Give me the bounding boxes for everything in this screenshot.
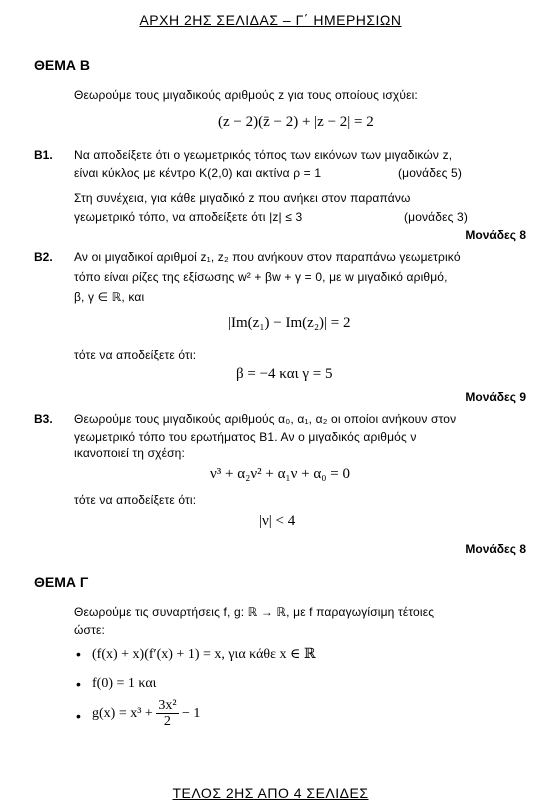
b3-result: |ν| < 4: [259, 513, 296, 529]
bullet-icon: •: [76, 708, 81, 724]
b1-label: Β1.: [34, 148, 53, 162]
theme-g-bullet2: f(0) = 1 και: [92, 676, 157, 691]
theme-g-bullet3: [92, 698, 200, 730]
theme-g-line2: ώστε:: [74, 623, 105, 637]
b3-line1: Θεωρούμε τους μιγαδικούς αριθμούς α₀, α₁, α₂ οι οποίοι ανήκουν στον: [74, 412, 457, 426]
b1-line1: Να αποδείξετε ότι ο γεωμετρικός τόπος των εικόνων των μιγαδικών z,: [74, 148, 453, 162]
theme-b-intro: Θεωρούμε τους μιγαδικούς αριθμούς z για τους οποίους ισχύει:: [74, 88, 418, 102]
b1-marks2: (μονάδες 3): [404, 210, 468, 224]
b1-marks1: (μονάδες 5): [398, 166, 462, 180]
b3-equation: ν³ + α₂ν² + α₁ν + α₀ = 0: [210, 466, 350, 482]
b1-line3: Στη συνέχεια, για κάθε μιγαδικό z που ανήκει στον παραπάνω: [74, 191, 411, 205]
bullet3-numerator: 3x²: [158, 698, 177, 713]
theme-b-main-equation: (z − 2)(z̄ − 2) + |z − 2| = 2: [218, 114, 374, 130]
b2-line3: β, γ ∈ ℝ, και: [74, 290, 145, 304]
b2-line4: τότε να αποδείξετε ότι:: [74, 348, 197, 362]
theme-g-title: ΘΕΜΑ Γ: [34, 574, 89, 590]
b2-label: Β2.: [34, 250, 53, 264]
bullet3-lhs: g(x) = x³ +: [92, 705, 153, 721]
bullet3-rhs: − 1: [182, 705, 201, 721]
b3-line3: ικανοποιεί τη σχέση:: [74, 446, 185, 460]
bullet-icon: •: [76, 646, 81, 662]
b1-line4: γεωμετρικό τόπο, να αποδείξετε ότι |z| ≤ 3: [74, 210, 303, 224]
bullet3-denominator: 2: [163, 714, 171, 730]
b2-equation: |Im(z₁) − Im(z₂)| = 2: [228, 315, 351, 331]
b3-line4: τότε να αποδείξετε ότι:: [74, 493, 197, 507]
b3-total-marks: Μονάδες 8: [465, 542, 526, 556]
bullet-icon: •: [76, 676, 81, 692]
b2-result: β = −4 και γ = 5: [236, 366, 333, 382]
b2-line2: τόπο είναι ρίζες της εξίσωσης w² + βw + γ = 0, με w μιγαδικό αριθμό,: [74, 270, 448, 284]
b1-total-marks: Μονάδες 8: [465, 228, 526, 242]
b3-line2: γεωμετρικό τόπο του ερωτήματος Β1. Αν ο μιγαδικός αριθμός ν: [74, 430, 417, 444]
b2-total-marks: Μονάδες 9: [465, 390, 526, 404]
theme-g-bullet1: (f(x) + x)(f′(x) + 1) = x, για κάθε x ∈ ℝ: [92, 647, 316, 662]
theme-g-line1: Θεωρούμε τις συναρτήσεις f, g: ℝ → ℝ, με f παραγωγίσιμη τέτοιες: [74, 605, 435, 619]
b1-line2: είναι κύκλος με κέντρο K(2,0) και ακτίνα ρ = 1: [74, 166, 322, 180]
page-header: ΑΡΧΗ 2ΗΣ ΣΕΛΙΔΑΣ – Γ΄ ΗΜΕΡΗΣΙΩΝ: [139, 12, 402, 28]
b2-line1: Αν οι μιγαδικοί αριθμοί z₁, z₂ που ανήκουν στον παραπάνω γεωμετρικό: [74, 250, 461, 264]
page-footer: ΤΕΛΟΣ 2ΗΣ ΑΠΟ 4 ΣΕΛΙΔΕΣ: [172, 785, 369, 801]
theme-b-title: ΘΕΜΑ Β: [34, 57, 90, 73]
b3-label: Β3.: [34, 412, 53, 426]
bullet3-fraction: [156, 698, 178, 730]
